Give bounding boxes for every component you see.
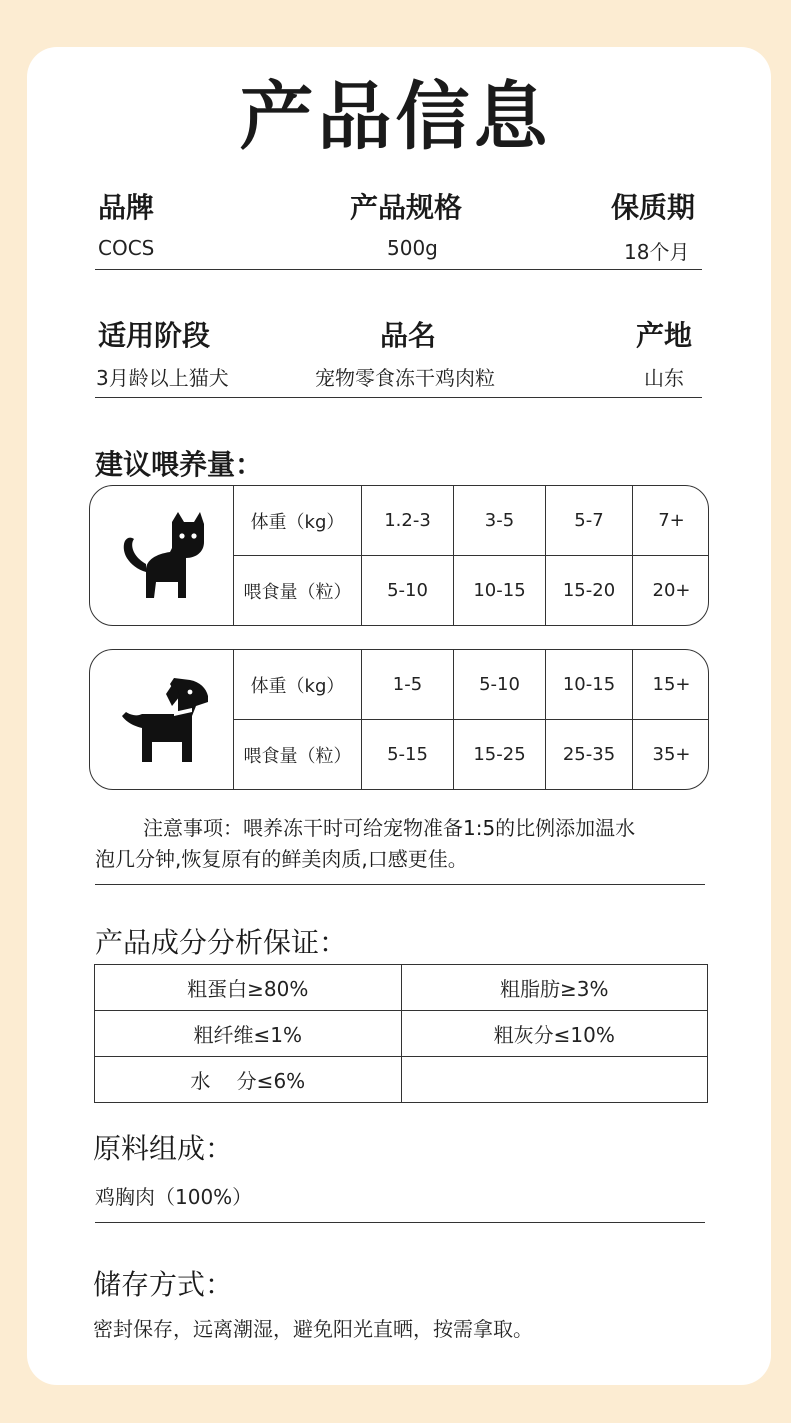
cat-feeding-grid xyxy=(233,486,709,625)
storage-title: 储存方式： xyxy=(93,1268,234,1301)
table-cell: 7+ xyxy=(633,486,710,556)
table-cell: 5-7 xyxy=(546,486,633,556)
table-cell: 15-25 xyxy=(454,720,546,790)
spec-label: 产品规格 xyxy=(350,191,463,224)
brand-value: COCS xyxy=(98,236,155,260)
table-row xyxy=(95,1057,708,1103)
amount-label: 喂食量（粒） xyxy=(234,556,362,626)
table-cell: 粗灰分≤10% xyxy=(401,1011,708,1057)
feeding-note xyxy=(95,813,715,875)
note-line: 泡几分钟,恢复原有的鲜美肉质,口感更佳。 xyxy=(95,847,468,871)
table-cell: 水 分≤6% xyxy=(95,1057,402,1103)
table-cell: 5-10 xyxy=(454,650,546,720)
note-line: 注意事项：喂养冻干时可给宠物准备1:5的比例添加温水 xyxy=(143,816,636,840)
table-cell: 粗纤维≤1% xyxy=(95,1011,402,1057)
cat-feeding-table xyxy=(89,485,709,626)
table-cell: 3-5 xyxy=(454,486,546,556)
product-name-value: 宠物零食冻干鸡肉粒 xyxy=(315,366,495,390)
table-cell: 10-15 xyxy=(546,650,633,720)
table-row xyxy=(95,965,708,1011)
dog-icon xyxy=(90,650,233,789)
page-title: 产品信息 xyxy=(239,74,552,160)
stage-value: 3月龄以上猫犬 xyxy=(96,366,229,390)
table-cell: 5-15 xyxy=(362,720,454,790)
brand-label: 品牌 xyxy=(98,191,155,224)
table-row xyxy=(95,1011,708,1057)
table-row xyxy=(234,486,710,556)
divider xyxy=(95,269,702,270)
product-name-label: 品名 xyxy=(380,319,437,352)
table-row xyxy=(234,720,710,790)
ingredients-value: 鸡胸肉（100%） xyxy=(95,1185,253,1209)
storage-value: 密封保存，远离潮湿，避免阳光直晒，按需拿取。 xyxy=(93,1317,533,1341)
divider xyxy=(95,884,705,885)
shelf-life-value: 18个月 xyxy=(624,240,690,264)
origin-value: 山东 xyxy=(644,366,684,390)
table-cell: 5-10 xyxy=(362,556,454,626)
origin-label: 产地 xyxy=(636,319,693,352)
divider xyxy=(95,1222,705,1223)
spec-value: 500g xyxy=(387,236,438,260)
shelf-life-label: 保质期 xyxy=(611,191,696,224)
weight-label: 体重（kg） xyxy=(234,650,362,720)
feeding-title: 建议喂养量： xyxy=(95,448,264,481)
table-cell: 15-20 xyxy=(546,556,633,626)
dog-feeding-grid xyxy=(233,650,709,789)
table-cell: 35+ xyxy=(633,720,710,790)
stage-label: 适用阶段 xyxy=(98,319,211,352)
amount-label: 喂食量（粒） xyxy=(234,720,362,790)
table-cell: 1-5 xyxy=(362,650,454,720)
table-cell: 20+ xyxy=(633,556,710,626)
weight-label: 体重（kg） xyxy=(234,486,362,556)
table-row xyxy=(234,556,710,626)
cat-icon xyxy=(90,486,233,625)
analysis-title: 产品成分分析保证： xyxy=(95,926,348,959)
table-cell: 1.2-3 xyxy=(362,486,454,556)
dog-feeding-table xyxy=(89,649,709,790)
table-cell: 粗脂肪≥3% xyxy=(401,965,708,1011)
table-cell: 25-35 xyxy=(546,720,633,790)
table-cell xyxy=(401,1057,708,1103)
ingredients-title: 原料组成： xyxy=(93,1132,234,1165)
table-cell: 10-15 xyxy=(454,556,546,626)
table-cell: 粗蛋白≥80% xyxy=(95,965,402,1011)
table-row xyxy=(234,650,710,720)
table-cell: 15+ xyxy=(633,650,710,720)
divider xyxy=(95,397,702,398)
analysis-table xyxy=(94,964,708,1103)
